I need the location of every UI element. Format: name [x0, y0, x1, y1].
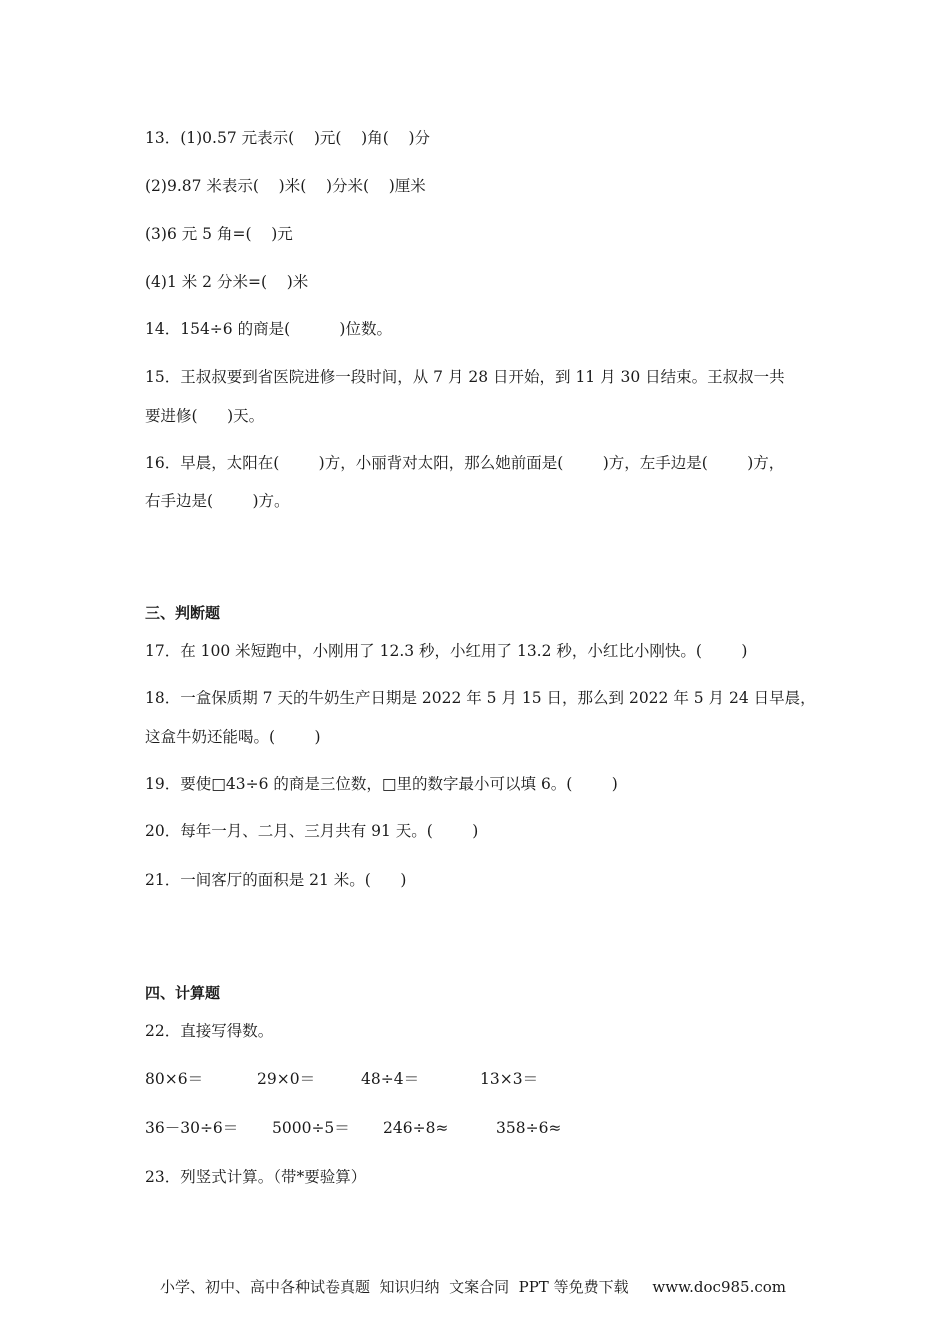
section4-title: 四、计算题	[145, 984, 221, 1002]
q13-line2: (2)9.87 米表示( )米( )分米( )厘米	[145, 177, 426, 195]
q15-line2: 要进修( )天。	[145, 407, 265, 425]
calc-item: 29×0＝	[257, 1070, 316, 1088]
q23: 23．列竖式计算。（带*要验算）	[145, 1168, 367, 1186]
calc-item: 36－30÷6＝	[145, 1119, 239, 1137]
page-footer[interactable]: 小学、初中、高中各种试卷真题 知识归纳 文案合同 PPT 等免费下载 www.doc985.com	[160, 1278, 787, 1296]
q18-line2: 这盒牛奶还能喝。( )	[145, 728, 321, 746]
calc-item: 5000÷5＝	[272, 1119, 350, 1137]
q18-line1: 18．一盒保质期 7 天的牛奶生产日期是 2022 年 5 月 15 日，那么到 2022 年 5 月 24 日早晨，	[145, 689, 816, 707]
q16-line2: 右手边是( )方。	[145, 492, 290, 510]
q21: 21．一间客厅的面积是 21 米。( )	[145, 871, 407, 889]
q16-line1: 16．早晨，太阳在( )方，小丽背对太阳，那么她前面是( )方，左手边是( )方，	[145, 454, 785, 472]
q13-line4: (4)1 米 2 分米=( )米	[145, 273, 309, 291]
q20: 20．每年一月、二月、三月共有 91 天。( )	[145, 822, 479, 840]
q14: 14．154÷6 的商是( )位数。	[145, 320, 392, 338]
calc-item: 358÷6≈	[496, 1119, 562, 1137]
section3-title: 三、判断题	[145, 604, 221, 622]
calc-item: 13×3＝	[480, 1070, 539, 1088]
q13-line3: (3)6 元 5 角=( )元	[145, 225, 293, 243]
q15-line1: 15．王叔叔要到省医院进修一段时间，从 7 月 28 日开始，到 11 月 30 日结束。王叔叔一共	[145, 368, 785, 386]
calc-item: 246÷8≈	[383, 1119, 449, 1137]
q17: 17．在 100 米短跑中，小刚用了 12.3 秒，小红用了 13.2 秒，小红比小刚快。( )	[145, 642, 748, 660]
calc-item: 48÷4＝	[361, 1070, 420, 1088]
q13-line1: 13．(1)0.57 元表示( )元( )角( )分	[145, 129, 431, 147]
calc-item: 80×6＝	[145, 1070, 204, 1088]
q19: 19．要使□43÷6 的商是三位数，□里的数字最小可以填 6。( )	[145, 775, 618, 793]
q22: 22．直接写得数。	[145, 1022, 274, 1040]
